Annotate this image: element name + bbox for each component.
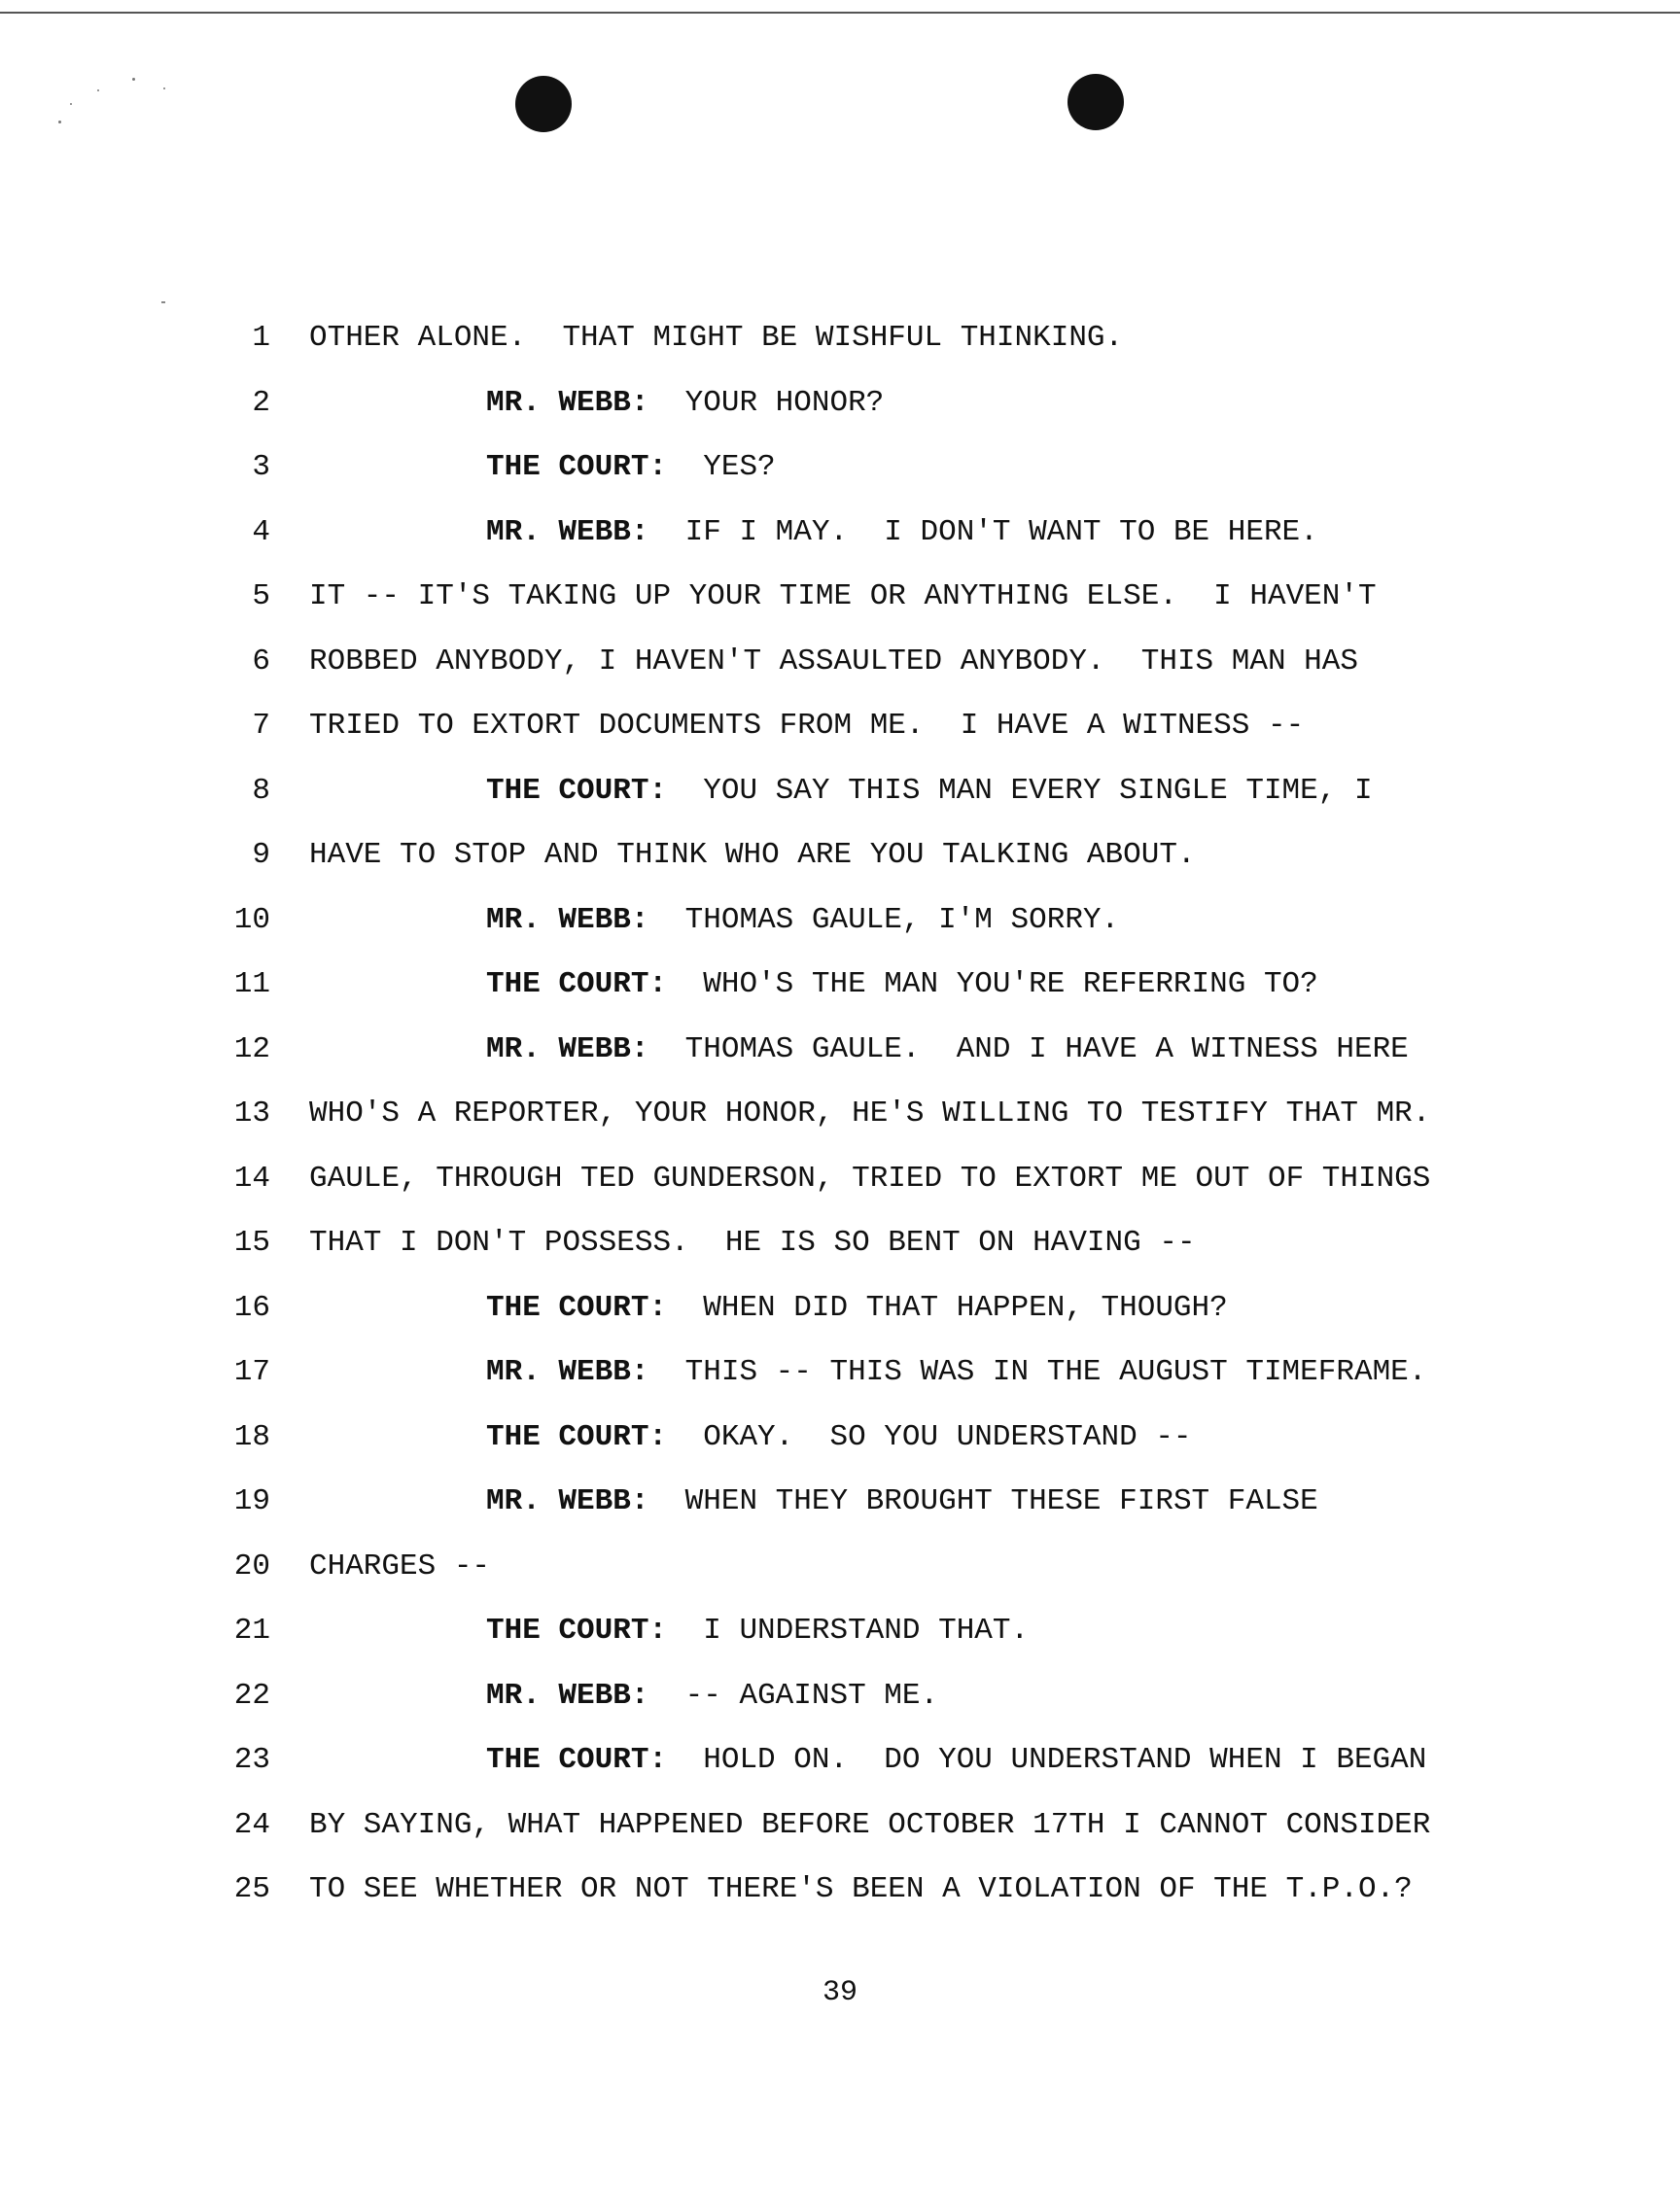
transcript-line [0,641,1680,706]
speaker-label: MR. WEBB: [486,1355,649,1389]
line-number: 4 [252,514,270,549]
line-number: 20 [233,1549,270,1584]
line-text [309,1546,490,1588]
speaker-label: MR. WEBB: [486,1031,649,1066]
speaker-label: THE COURT: [486,1614,668,1648]
line-number: 21 [233,1614,270,1648]
line-text [486,1287,1228,1330]
transcript-line [0,511,1680,576]
line-text [309,834,1196,877]
transcript-line [0,1610,1680,1675]
speech-text: BY SAYING, WHAT HAPPENED BEFORE OCTOBER 17TH I CANNOT CONSIDER [309,1807,1431,1842]
speech-text: -- AGAINST ME. [684,1678,939,1713]
line-number: 8 [252,773,270,808]
speech-text: IF I MAY. I DON'T WANT TO BE HERE. [684,514,1318,549]
speech-text: OKAY. SO YOU UNDERSTAND -- [703,1419,1192,1454]
speech-text: WHO'S A REPORTER, YOUR HONOR, HE'S WILLING TO TESTIFY THAT MR. [309,1096,1431,1131]
speech-text: YOU SAY THIS MAN EVERY SINGLE TIME, I [703,773,1373,808]
line-number: 16 [233,1290,270,1325]
line-text [309,317,1123,360]
speaker-label: MR. WEBB: [486,1484,649,1518]
transcript-line [0,1804,1680,1869]
transcript-line [0,382,1680,447]
transcript-line [0,1351,1680,1416]
line-number: 18 [233,1419,270,1454]
speech-text: TRIED TO EXTORT DOCUMENTS FROM ME. I HAVE A WITNESS -- [309,709,1305,743]
speaker-label: THE COURT: [486,967,668,1001]
speech-text: THAT I DON'T POSSESS. HE IS SO BENT ON HAVING -- [309,1226,1196,1260]
line-number: 13 [233,1096,270,1131]
transcript-line [0,1868,1680,1933]
speaker-label: MR. WEBB: [486,514,649,549]
speech-text: OTHER ALONE. THAT MIGHT BE WISHFUL THINKING. [309,321,1124,355]
speech-text: GAULE, THROUGH TED GUNDERSON, TRIED TO EXTORT ME OUT OF THINGS [309,1161,1431,1196]
speech-text: IT -- IT'S TAKING UP YOUR TIME OR ANYTHING ELSE. I HAVEN'T [309,579,1377,613]
line-number: 23 [233,1743,270,1777]
line-text [486,1675,938,1718]
speaker-label: THE COURT: [486,450,668,484]
line-number: 14 [233,1161,270,1196]
speech-text: ROBBED ANYBODY, I HAVEN'T ASSAULTED ANYBODY. THIS MAN HAS [309,644,1358,679]
transcript-line [0,1093,1680,1158]
line-number: 5 [252,579,270,613]
speaker-label: THE COURT: [486,1743,668,1777]
speech-text: THOMAS GAULE. AND I HAVE A WITNESS HERE [684,1031,1409,1066]
transcript-line [0,1287,1680,1352]
transcript-line [0,1416,1680,1481]
line-text [309,1804,1430,1847]
line-text [309,1868,1413,1911]
line-text [309,1093,1430,1135]
line-number: 19 [233,1484,270,1518]
speech-text: WHEN THEY BROUGHT THESE FIRST FALSE [684,1484,1318,1518]
line-number: 24 [233,1807,270,1842]
speech-text: HAVE TO STOP AND THINK WHO ARE YOU TALKING ABOUT. [309,838,1196,872]
line-number: 7 [252,709,270,743]
transcript-line [0,834,1680,899]
punch-hole-right [1068,74,1124,130]
transcript-line [0,1675,1680,1740]
transcript-line [0,1222,1680,1287]
line-text [309,1158,1430,1201]
transcript-line [0,1028,1680,1094]
line-text [486,1416,1192,1459]
transcript-line [0,1158,1680,1223]
line-number: 11 [233,967,270,1001]
line-text [486,446,776,489]
line-text [486,770,1373,813]
scan-mark [161,301,165,303]
line-text [486,1610,1029,1653]
speaker-label: MR. WEBB: [486,385,649,420]
line-number: 17 [233,1355,270,1389]
speaker-label: THE COURT: [486,1290,668,1325]
scan-specks [39,70,194,138]
transcript-line [0,446,1680,511]
punch-hole-left [515,76,572,132]
speech-text: WHO'S THE MAN YOU'RE REFERRING TO? [703,967,1318,1001]
speech-text: HOLD ON. DO YOU UNDERSTAND WHEN I BEGAN [703,1743,1427,1777]
line-text [486,511,1318,554]
line-number: 6 [252,644,270,679]
line-number: 3 [252,450,270,484]
speaker-label: MR. WEBB: [486,1678,649,1713]
line-number: 2 [252,385,270,420]
page-number: 39 [822,1976,858,2009]
speech-text: YOUR HONOR? [684,385,885,420]
transcript-line [0,1480,1680,1546]
speech-text: THIS -- THIS WAS IN THE AUGUST TIMEFRAME. [684,1355,1427,1389]
line-text [309,705,1304,748]
line-text [486,1028,1409,1071]
transcript-line [0,770,1680,835]
speaker-label: THE COURT: [486,1419,668,1454]
speaker-label: THE COURT: [486,773,668,808]
transcript-line [0,1739,1680,1804]
line-text [309,641,1358,683]
line-number: 9 [252,838,270,872]
line-text [309,575,1377,618]
transcript-line [0,575,1680,641]
line-number: 22 [233,1678,270,1713]
line-number: 25 [233,1872,270,1906]
line-number: 12 [233,1031,270,1066]
transcript-line [0,899,1680,964]
transcript-line [0,1546,1680,1611]
speech-text: WHEN DID THAT HAPPEN, THOUGH? [703,1290,1228,1325]
speaker-label: MR. WEBB: [486,902,649,937]
line-number: 10 [233,902,270,937]
line-number: 1 [252,321,270,355]
line-text [486,1351,1426,1394]
transcript-line [0,963,1680,1028]
transcript-body [0,317,1680,1933]
line-text [486,963,1318,1006]
speech-text: THOMAS GAULE, I'M SORRY. [684,902,1120,937]
speech-text: CHARGES -- [309,1549,491,1584]
line-text [486,1480,1318,1523]
transcript-line [0,705,1680,770]
line-number: 15 [233,1226,270,1260]
speech-text: I UNDERSTAND THAT. [703,1614,1030,1648]
top-rule [0,12,1680,14]
line-text [486,382,884,425]
line-text [309,1222,1196,1265]
transcript-line [0,317,1680,382]
speech-text: TO SEE WHETHER OR NOT THERE'S BEEN A VIOLATION OF THE T.P.O.? [309,1872,1413,1906]
line-text [486,1739,1426,1782]
line-text [486,899,1119,942]
speech-text: YES? [703,450,776,484]
